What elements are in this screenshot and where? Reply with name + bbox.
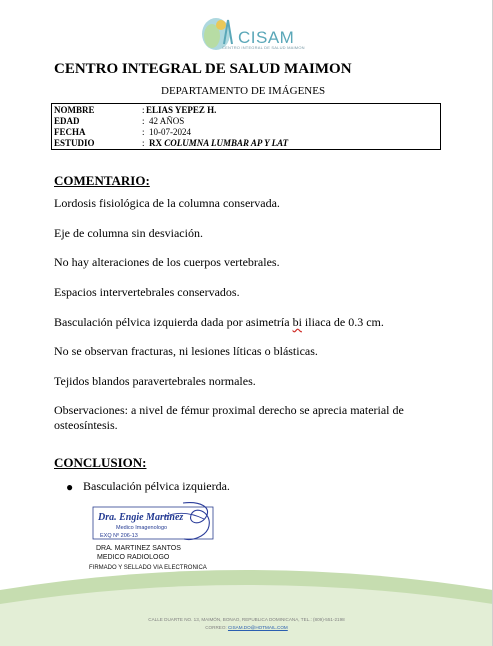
stamp-exq: EXQ Nº 206-13 [100, 533, 138, 539]
footer-email-line [0, 625, 493, 630]
comment-line-5: Basculación pélvica izquierda dada por asimetría bi iliaca de 0.3 cm. [54, 315, 384, 329]
logo-subtitle: CENTRO INTEGRAL DE SALUD MAIMON [222, 45, 305, 50]
age-label: EDAD [54, 116, 80, 126]
patient-info-box: NOMBRE : ELIAS YEPEZ H. EDAD : 42 AÑOS FECHA : 10-07-2024 ESTUDIO : RX COLUMNA LUMBAR AP Y LAT [51, 103, 441, 150]
department-title: DEPARTAMENTO DE IMÁGENES [161, 85, 326, 97]
date-label: FECHA [54, 127, 86, 137]
email-link[interactable]: CISAM.DO@HOTMAIL.COM [227, 625, 288, 630]
comment-line-8a: Observaciones: a nivel de fémur proximal derecho se aprecia material de [54, 403, 404, 417]
doctor-name: DRA. MARTINEZ SANTOS [96, 545, 181, 552]
conclusion-heading: CONCLUSION: [54, 455, 147, 470]
signature-name-block [96, 544, 181, 562]
comment-line-1: Lordosis fisiológica de la columna conservada. [54, 196, 280, 210]
signature-stamp [88, 499, 223, 544]
bullet-icon: ● [66, 480, 74, 494]
study-prefix: RX [149, 138, 162, 148]
cisam-logo [194, 14, 309, 56]
footer-address: CALLE DUARTE NO. 13, MAIMÓN, BONAO, REPUBLICA DOMINICANA, TEL.: (809)-551-2198 [148, 617, 345, 622]
logo-text: CISAM [238, 28, 295, 47]
comment-line-6: No se observan fracturas, ni lesiones líticas o blásticas. [54, 344, 318, 358]
stamp-name: Dra. Engie Martinez [98, 512, 184, 523]
comment-line-3: No hay alteraciones de los cuerpos vertebrales. [54, 255, 280, 269]
comment-line-8b: osteosíntesis. [54, 418, 118, 432]
comment-heading: COMENTARIO: [54, 173, 150, 188]
name-value: ELIAS YEPEZ H. [146, 105, 217, 115]
name-label: NOMBRE [54, 105, 95, 115]
stamp-title: Medico Imagenologo [116, 525, 168, 531]
signature-footnote: FIRMADO Y SELLADO VIA ELECTRONICA [89, 565, 207, 571]
date-value: 10-07-2024 [149, 127, 191, 137]
comment-line-4: Espacios intervertebrales conservados. [54, 285, 240, 299]
comment-line-2: Eje de columna sin desviación. [54, 226, 203, 240]
comment-line-7: Tejidos blandos paravertebrales normales. [54, 374, 256, 388]
spellcheck-word: bi [292, 315, 302, 329]
study-label: ESTUDIO [54, 138, 95, 148]
footer-band [0, 560, 493, 646]
doctor-role: MEDICO RADIOLOGO [97, 554, 170, 561]
age-value: 42 AÑOS [149, 116, 185, 126]
study-value: COLUMNA LUMBAR AP Y LAT [164, 138, 289, 148]
page-title: CENTRO INTEGRAL DE SALUD MAIMON [54, 61, 352, 77]
conclusion-item-1: Basculación pélvica izquierda. [83, 479, 230, 493]
email-prefix: CORREO: [205, 625, 227, 630]
